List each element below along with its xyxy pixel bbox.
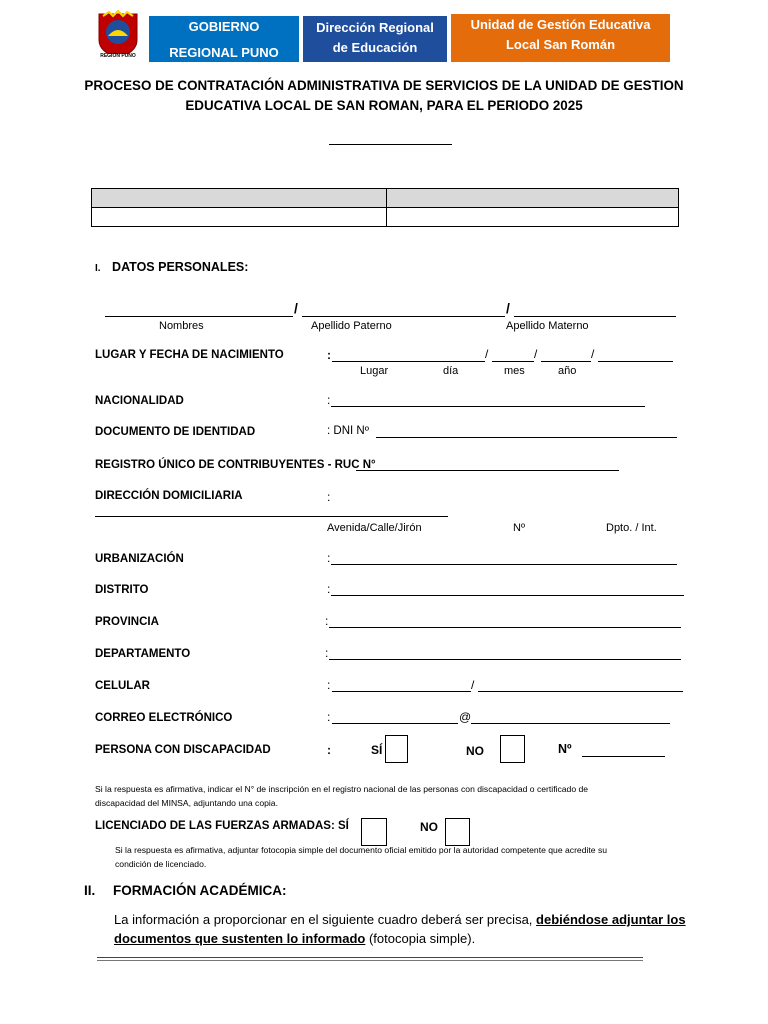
section2-text-bold2: documentos que sustenten lo informado: [114, 931, 366, 946]
section2-text-bold1: debiéndose adjuntar los: [536, 912, 686, 927]
section2-text: [114, 910, 689, 948]
discapacidad-num-label: Nº: [558, 742, 572, 756]
licenciado-no-checkbox[interactable]: [445, 818, 470, 846]
title-line1: PROCESO DE CONTRATACIÓN ADMINISTRATIVA DE SERVICIOS DE LA UNIDAD DE GESTION: [84, 78, 684, 93]
licenciado-note: [115, 843, 685, 871]
licenciado-label: LICENCIADO DE LAS FUERZAS ARMADAS: SÍ: [95, 820, 349, 832]
urbanizacion-colon: :: [327, 551, 331, 565]
discapacidad-label: PERSONA CON DISCAPACIDAD: [95, 744, 271, 756]
urbanizacion-line[interactable]: [331, 564, 677, 565]
gobierno-line2: REGIONAL PUNO: [169, 45, 279, 60]
discapacidad-no-label: NO: [466, 744, 484, 758]
licenciado-si-checkbox[interactable]: [361, 818, 387, 846]
direccion-line1: Dirección Regional: [316, 20, 434, 35]
gobierno-regional-banner: [149, 16, 299, 62]
header-table: [91, 188, 679, 227]
table-cell[interactable]: [387, 208, 679, 227]
table-cell: [92, 189, 387, 208]
mes-label: mes: [504, 365, 525, 377]
celular-sep: /: [471, 678, 475, 692]
name-sep: /: [506, 300, 510, 316]
anio-label: año: [558, 365, 577, 377]
distrito-line[interactable]: [331, 595, 684, 596]
celular-label: CELULAR: [95, 680, 150, 692]
discapacidad-num-line[interactable]: [582, 756, 665, 757]
birth-month-line[interactable]: [541, 361, 591, 362]
name-sep: /: [294, 300, 298, 316]
departamento-label: DEPARTAMENTO: [95, 648, 191, 660]
distrito-label: DISTRITO: [95, 584, 149, 596]
departamento-line[interactable]: [329, 659, 681, 660]
nacionalidad-line[interactable]: [331, 406, 645, 407]
licenciado-note-line2: condición de licenciado.: [115, 859, 207, 869]
celular-line-2[interactable]: [478, 691, 683, 692]
apellido-materno-label: Apellido Materno: [506, 320, 589, 332]
numero-label: Nº: [513, 522, 525, 534]
celular-colon: :: [327, 678, 331, 692]
nombres-line[interactable]: [105, 316, 293, 317]
direccion-label: DIRECCIÓN DOMICILIARIA: [95, 490, 243, 502]
provincia-colon: :: [325, 614, 329, 628]
licenciado-note-line1: Si la respuesta es afirmativa, adjuntar fotocopia simple del documento oficial emitido por la autoridad competente que acredite su: [115, 845, 608, 855]
section1-heading: [95, 260, 248, 274]
departamento-colon: :: [325, 646, 329, 660]
region-puno-logo: [93, 10, 143, 62]
documento-label: DOCUMENTO DE IDENTIDAD: [95, 426, 256, 438]
section2-text-part1: La información a proporcionar en el siguiente cuadro deberá ser precisa,: [114, 912, 537, 927]
section1-title: DATOS PERSONALES:: [112, 260, 249, 274]
provincia-line[interactable]: [329, 627, 681, 628]
birth-sep: /: [534, 347, 538, 361]
birth-sep: /: [485, 347, 489, 361]
ugel-line1: Unidad de Gestión Educativa: [470, 17, 651, 32]
table-top-line: [97, 957, 643, 958]
apellido-paterno-label: Apellido Paterno: [311, 320, 392, 332]
page-title: [60, 76, 708, 116]
section2-title: FORMACIÓN ACADÉMICA:: [113, 883, 287, 898]
birth-label: LUGAR Y FECHA DE NACIMIENTO: [95, 349, 284, 361]
ugel-banner: [451, 14, 670, 62]
table-cell[interactable]: [92, 208, 387, 227]
correo-label: CORREO ELECTRÓNICO: [95, 712, 233, 724]
discapacidad-no-checkbox[interactable]: [500, 735, 525, 763]
correo-user-line[interactable]: [332, 723, 458, 724]
distrito-colon: :: [327, 582, 331, 596]
dni-line[interactable]: [376, 437, 677, 438]
celular-line-1[interactable]: [332, 691, 471, 692]
section1-number: I.: [95, 263, 101, 274]
dni-prefix: : DNI Nº: [327, 425, 369, 437]
gobierno-line1: GOBIERNO: [188, 19, 260, 34]
section2-heading: [84, 883, 287, 898]
apellido-paterno-line[interactable]: [302, 316, 505, 317]
section2-number: II.: [84, 883, 96, 898]
code-line[interactable]: [329, 144, 452, 145]
correo-colon: :: [327, 710, 331, 724]
direccion-colon: :: [327, 490, 331, 504]
table-top-line-2: [97, 960, 643, 961]
licenciado-no-label: NO: [420, 820, 438, 834]
direccion-line2: de Educación: [332, 40, 418, 55]
ruc-line[interactable]: [356, 470, 619, 471]
logo-text: REGIÓN PUNO: [100, 53, 136, 59]
dpto-label: Dpto. / Int.: [606, 522, 657, 534]
direccion-regional-banner: [303, 16, 447, 62]
nacionalidad-label: NACIONALIDAD: [95, 395, 184, 407]
direccion-line[interactable]: [95, 516, 448, 517]
nacionalidad-colon: :: [327, 393, 331, 407]
ruc-label: REGISTRO ÚNICO DE CONTRIBUYENTES - RUC N°: [95, 459, 376, 471]
dia-label: día: [443, 365, 459, 377]
discapacidad-colon: :: [327, 743, 331, 757]
birth-day-line[interactable]: [492, 361, 534, 362]
title-line2: EDUCATIVA LOCAL DE SAN ROMAN, PARA EL PERIODO 2025: [185, 98, 583, 113]
birth-colon: :: [327, 348, 331, 362]
ugel-line2: Local San Román: [505, 37, 616, 52]
provincia-label: PROVINCIA: [95, 616, 159, 628]
birth-place-line[interactable]: [332, 361, 485, 362]
via-label: Avenida/Calle/Jirón: [327, 522, 422, 534]
nombres-label: Nombres: [159, 320, 204, 332]
discapacidad-note-line2: discapacidad del MINSA, adjuntando una copia.: [95, 798, 278, 808]
table-cell: [387, 189, 679, 208]
section2-text-part2: (fotocopia simple).: [365, 931, 476, 946]
urbanizacion-label: URBANIZACIÓN: [95, 553, 184, 565]
discapacidad-note-line1: Si la respuesta es afirmativa, indicar el N° de inscripción en el registro nacional de las personas con discapacidad o certificado de: [95, 784, 589, 794]
apellido-materno-line[interactable]: [514, 316, 676, 317]
birth-year-line[interactable]: [598, 361, 673, 362]
discapacidad-si-label: SÍ: [371, 743, 383, 757]
discapacidad-si-checkbox[interactable]: [385, 735, 408, 763]
correo-domain-line[interactable]: [471, 723, 670, 724]
birth-sep: /: [591, 347, 595, 361]
lugar-label: Lugar: [360, 365, 389, 377]
discapacidad-note: [95, 782, 655, 810]
correo-at: @: [459, 710, 472, 724]
